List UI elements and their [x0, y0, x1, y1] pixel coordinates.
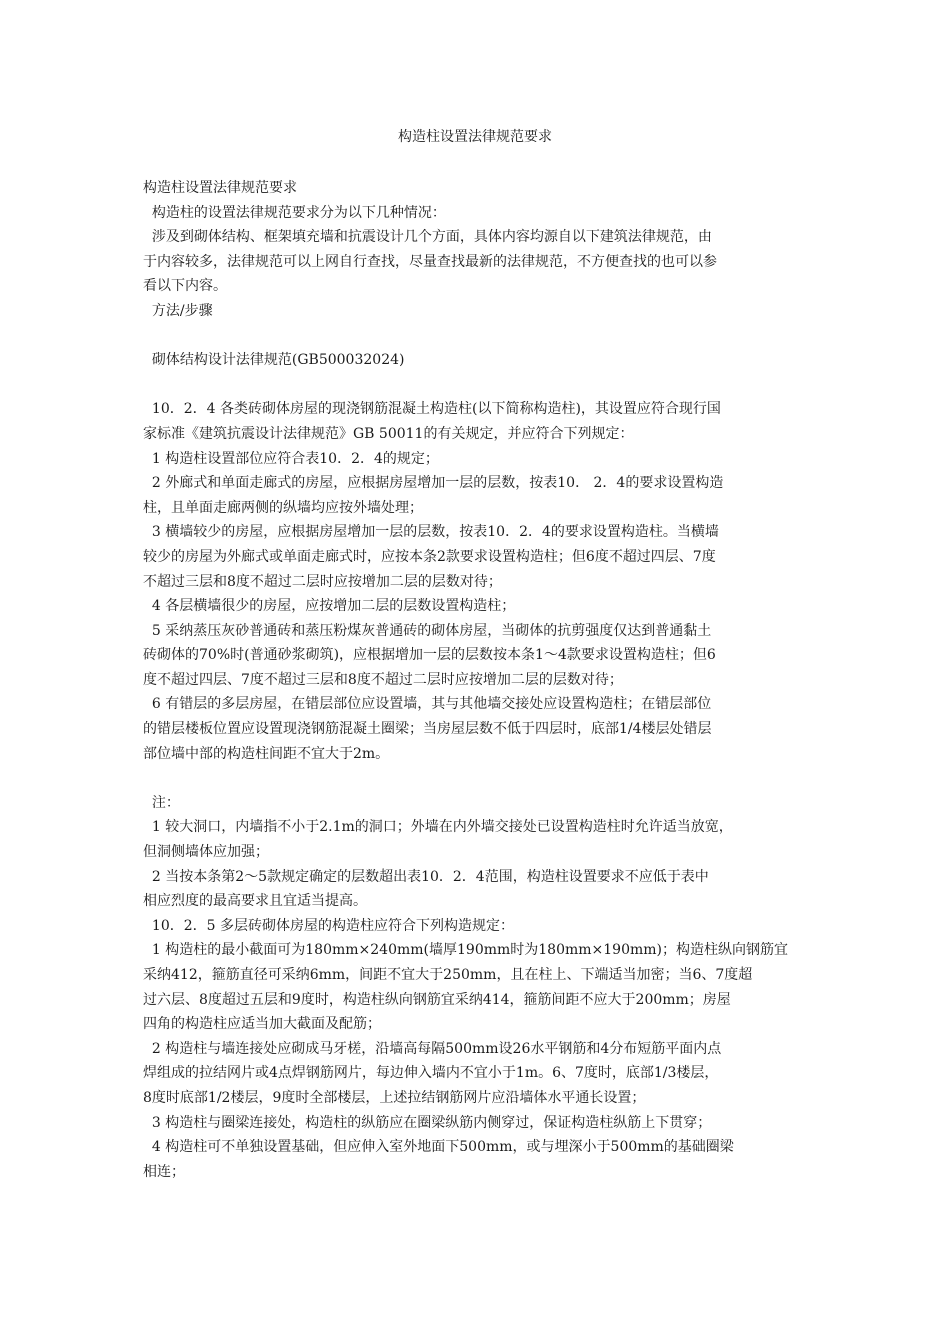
- text-line: 度不超过四层、7度不超过三层和8度不超过二层时应按增加二层的层数对待；: [143, 671, 623, 688]
- text-line: 10．2．5 多层砖砌体房屋的构造柱应符合下列构造规定：: [143, 917, 514, 934]
- text-line: 四角的构造柱应适当加大截面及配筋；: [143, 1016, 381, 1033]
- text-line: 过六层、8度超过五层和9度时，构造柱纵向钢筋宜采纳414，箍筋间距不应大于200mm；房屋: [143, 991, 731, 1008]
- text-line: 的错层楼板位置应设置现浇钢筋混凝土圈梁；当房屋层数不低于四层时，底部1/4楼层处错层: [143, 721, 712, 738]
- text-line: 1 构造柱的最小截面可为180mm×240mm(墙厚190mm时为180mm×190mm)；构造柱纵向钢筋宜: [143, 942, 789, 959]
- text-line: 方法/步骤: [143, 302, 213, 319]
- blank-line: [143, 766, 813, 791]
- text-line: 1 构造柱设置部位应符合表10．2．4的规定；: [143, 450, 439, 467]
- text-line: 砌体结构设计法律规范(GB500032024): [143, 352, 405, 369]
- blank-line: [143, 324, 813, 349]
- blank-line: [143, 373, 813, 398]
- text-line: 6 有错层的多层房屋，在错层部位应设置墙，其与其他墙交接处应设置构造柱；在错层部位: [143, 696, 712, 713]
- text-line: 柱，且单面走廊两侧的纵墙均应按外墙处理；: [143, 499, 423, 516]
- text-line: 相连；: [143, 1163, 185, 1180]
- text-line: 较少的房屋为外廊式或单面走廊式时，应按本条2款要求设置构造柱；但6度不超过四层、7度: [143, 548, 716, 565]
- text-line: 注：: [143, 794, 180, 811]
- text-line: 不超过三层和8度不超过二层时应按增加二层的层数对待；: [143, 573, 502, 590]
- text-line: 焊组成的拉结网片或4点焊钢筋网片，每边伸入墙内不宜小于1m。6、7度时，底部1/3楼层，: [143, 1065, 719, 1082]
- text-line: 5 采纳蒸压灰砂普通砖和蒸压粉煤灰普通砖的砌体房屋，当砌体的抗剪强度仅达到普通黏土: [143, 622, 712, 639]
- text-line: 3 横墙较少的房屋，应根据房屋增加一层的层数，按表10．2．4的要求设置构造柱。当横墙: [143, 524, 719, 541]
- text-line: 涉及到砌体结构、框架填充墙和抗震设计几个方面，具体内容均源自以下建筑法律规范，由: [143, 229, 712, 246]
- text-line: 4 构造柱可不单独设置基础，但应伸入室外地面下500mm，或与埋深小于500mm的基础圈梁: [143, 1139, 734, 1156]
- document-title: 构造柱设置法律规范要求: [398, 129, 552, 145]
- text-line: 2 当按本条第2～5款规定确定的层数超出表10．2．4范围，构造柱设置要求不应低于表中: [143, 868, 709, 885]
- text-line: 砖砌体的70%时(普通砂浆砌筑)，应根据增加一层的层数按本条1～4款要求设置构造柱；但6: [143, 647, 716, 664]
- text-line: 部位墙中部的构造柱间距不宜大于2m。: [143, 745, 390, 762]
- text-line: 2 构造柱与墙连接处应砌成马牙槎，沿墙高每隔500mm设26水平钢筋和4分布短筋平面内点: [143, 1040, 722, 1057]
- text-line: 看以下内容。: [143, 278, 227, 295]
- text-line: 10．2．4 各类砖砌体房屋的现浇钢筋混凝土构造柱(以下简称构造柱)，其设置应符合现行国: [143, 401, 721, 418]
- text-line: 8度时底部1/2楼层，9度时全部楼层，上述拉结钢筋网片应沿墙体水平通长设置；: [143, 1089, 646, 1106]
- text-line: 1 较大洞口，内墙指不小于2.1m的洞口；外墙在内外墙交接处已设置构造柱时允许适当放宽，: [143, 819, 733, 836]
- text-line: 家标准《建筑抗震设计法律规范》GB 50011的有关规定，并应符合下列规定：: [143, 425, 634, 442]
- text-line: 4 各层横墙很少的房屋，应按增加二层的层数设置构造柱；: [143, 598, 516, 615]
- text-line: 构造柱设置法律规范要求: [143, 180, 297, 196]
- text-line: 3 构造柱与圈梁连接处，构造柱的纵筋应在圈梁纵筋内侧穿过，保证构造柱纵筋上下贯穿；: [143, 1114, 712, 1131]
- text-line: 2 外廊式和单面走廊式的房屋，应根据房屋增加一层的层数，按表10． 2．4的要求设置构造: [143, 475, 724, 492]
- text-line: 相应烈度的最高要求且宜适当提高。: [143, 893, 367, 910]
- text-line: 但洞侧墙体应加强；: [143, 844, 269, 861]
- document-body: [143, 176, 813, 1184]
- text-line: 构造柱的设置法律规范要求分为以下几种情况：: [143, 204, 446, 221]
- text-line: 采纳412，箍筋直径可采纳6mm，间距不宜大于250mm，且在柱上、下端适当加密；当6、7度超: [143, 967, 753, 983]
- text-line: 于内容较多，法律规范可以上网自行查找，尽量查找最新的法律规范，不方便查找的也可以参: [143, 253, 717, 270]
